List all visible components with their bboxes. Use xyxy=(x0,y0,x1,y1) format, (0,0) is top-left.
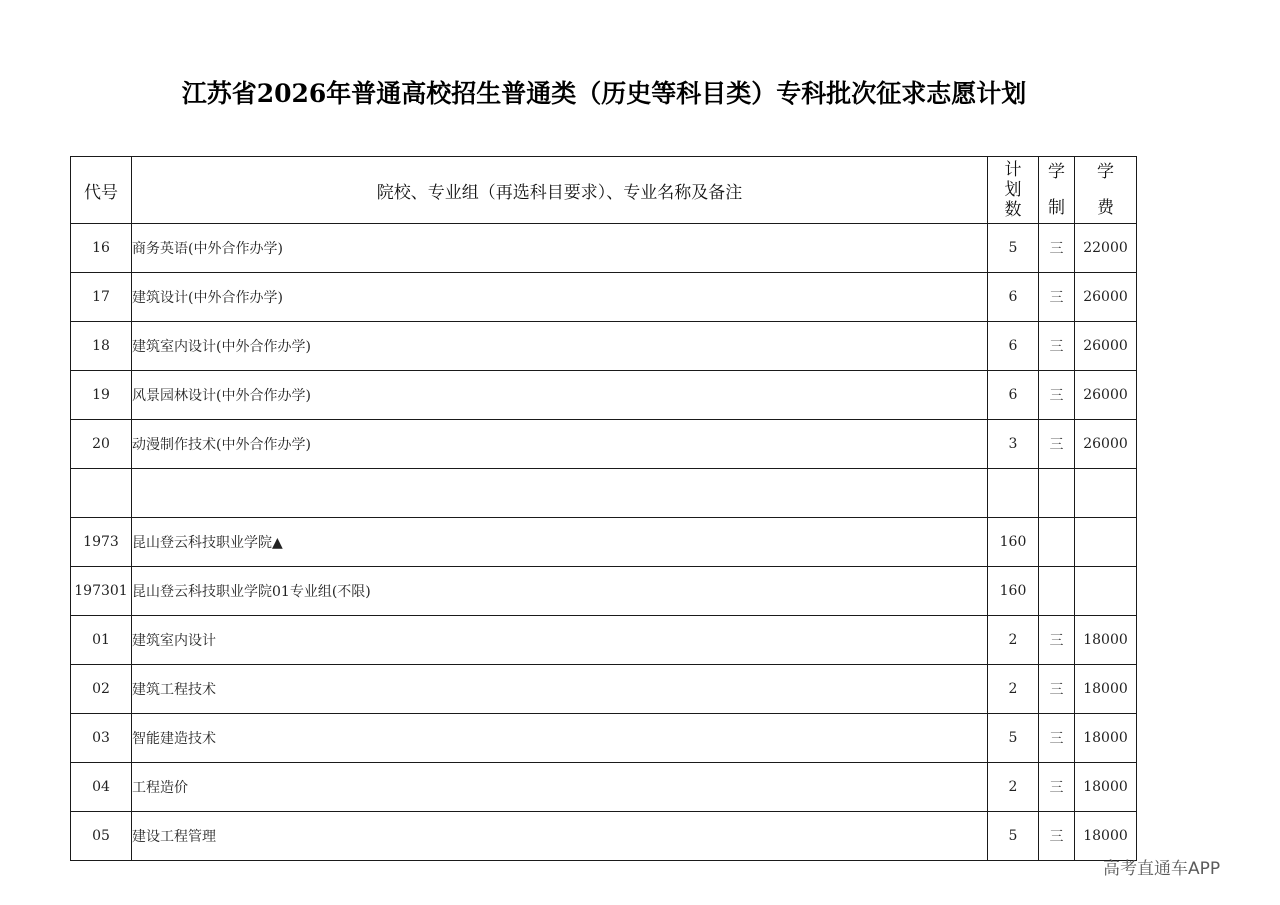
table-row xyxy=(71,714,1137,763)
cell-code xyxy=(71,469,132,518)
header-duration-char-1: 学 xyxy=(1048,162,1065,182)
table-row xyxy=(71,273,1137,322)
table-row xyxy=(71,371,1137,420)
cell-plan: 160 xyxy=(988,567,1039,616)
header-duration xyxy=(1039,157,1075,224)
header-plan-char-1: 计 xyxy=(1004,160,1022,180)
cell-duration xyxy=(1039,518,1075,567)
cell-duration: 三 xyxy=(1039,371,1075,420)
cell-fee: 22000 xyxy=(1075,224,1137,273)
cell-name: 建筑工程技术 xyxy=(132,665,988,714)
table-row xyxy=(71,322,1137,371)
cell-name: 商务英语(中外合作办学) xyxy=(132,224,988,273)
cell-plan: 6 xyxy=(988,273,1039,322)
cell-fee: 18000 xyxy=(1075,763,1137,812)
cell-plan: 6 xyxy=(988,322,1039,371)
cell-duration: 三 xyxy=(1039,714,1075,763)
cell-fee: 26000 xyxy=(1075,322,1137,371)
table-row xyxy=(71,224,1137,273)
cell-plan: 3 xyxy=(988,420,1039,469)
cell-duration xyxy=(1039,469,1075,518)
cell-duration: 三 xyxy=(1039,420,1075,469)
cell-fee: 26000 xyxy=(1075,371,1137,420)
cell-fee xyxy=(1075,518,1137,567)
cell-plan xyxy=(988,469,1039,518)
table-row xyxy=(71,420,1137,469)
cell-plan: 5 xyxy=(988,812,1039,861)
cell-duration: 三 xyxy=(1039,763,1075,812)
cell-plan: 2 xyxy=(988,665,1039,714)
cell-name: 建筑设计(中外合作办学) xyxy=(132,273,988,322)
header-name: 院校、专业组（再选科目要求）、专业名称及备注 xyxy=(132,157,988,224)
cell-duration: 三 xyxy=(1039,812,1075,861)
cell-code: 02 xyxy=(71,665,132,714)
table-row-major-group xyxy=(71,567,1137,616)
cell-name: 工程造价 xyxy=(132,763,988,812)
cell-fee: 26000 xyxy=(1075,420,1137,469)
header-duration-char-2: 制 xyxy=(1048,198,1065,218)
cell-duration: 三 xyxy=(1039,665,1075,714)
cell-code: 18 xyxy=(71,322,132,371)
table-row-empty xyxy=(71,469,1137,518)
cell-fee: 18000 xyxy=(1075,812,1137,861)
cell-code: 03 xyxy=(71,714,132,763)
cell-code: 1973 xyxy=(71,518,132,567)
header-code: 代号 xyxy=(71,157,132,224)
header-fee xyxy=(1075,157,1137,224)
cell-fee: 18000 xyxy=(1075,665,1137,714)
cell-fee: 18000 xyxy=(1075,714,1137,763)
cell-plan: 6 xyxy=(988,371,1039,420)
cell-code: 20 xyxy=(71,420,132,469)
cell-code: 17 xyxy=(71,273,132,322)
table-row xyxy=(71,763,1137,812)
cell-plan: 5 xyxy=(988,714,1039,763)
cell-plan: 2 xyxy=(988,763,1039,812)
cell-plan: 2 xyxy=(988,616,1039,665)
cell-name: 建筑室内设计 xyxy=(132,616,988,665)
cell-name: 风景园林设计(中外合作办学) xyxy=(132,371,988,420)
cell-name: 昆山登云科技职业学院01专业组(不限) xyxy=(132,567,988,616)
header-plan xyxy=(988,157,1039,224)
cell-code: 04 xyxy=(71,763,132,812)
cell-name: 智能建造技术 xyxy=(132,714,988,763)
cell-name: 昆山登云科技职业学院▲ xyxy=(132,518,988,567)
cell-fee: 18000 xyxy=(1075,616,1137,665)
header-plan-char-2: 划 xyxy=(1004,180,1022,200)
table-row xyxy=(71,616,1137,665)
cell-duration: 三 xyxy=(1039,616,1075,665)
cell-plan: 5 xyxy=(988,224,1039,273)
cell-plan: 160 xyxy=(988,518,1039,567)
cell-code: 19 xyxy=(71,371,132,420)
cell-name: 建筑室内设计(中外合作办学) xyxy=(132,322,988,371)
cell-name xyxy=(132,469,988,518)
cell-name: 动漫制作技术(中外合作办学) xyxy=(132,420,988,469)
cell-code: 197301 xyxy=(71,567,132,616)
header-plan-char-3: 数 xyxy=(1004,200,1022,220)
header-fee-char-2: 费 xyxy=(1097,198,1114,218)
header-fee-char-1: 学 xyxy=(1097,162,1114,182)
watermark: 高考直通车APP xyxy=(1103,859,1221,879)
table-header-row xyxy=(71,157,1137,224)
cell-duration: 三 xyxy=(1039,224,1075,273)
cell-fee xyxy=(1075,469,1137,518)
cell-duration: 三 xyxy=(1039,322,1075,371)
enrollment-plan-table xyxy=(70,156,1137,861)
cell-code: 01 xyxy=(71,616,132,665)
cell-fee: 26000 xyxy=(1075,273,1137,322)
table-row-institution xyxy=(71,518,1137,567)
cell-fee xyxy=(1075,567,1137,616)
cell-code: 05 xyxy=(71,812,132,861)
table-row xyxy=(71,812,1137,861)
table-row xyxy=(71,665,1137,714)
page-title: 江苏省2026年普通高校招生普通类（历史等科目类）专科批次征求志愿计划 xyxy=(181,79,1027,108)
cell-duration: 三 xyxy=(1039,273,1075,322)
cell-name: 建设工程管理 xyxy=(132,812,988,861)
cell-code: 16 xyxy=(71,224,132,273)
cell-duration xyxy=(1039,567,1075,616)
